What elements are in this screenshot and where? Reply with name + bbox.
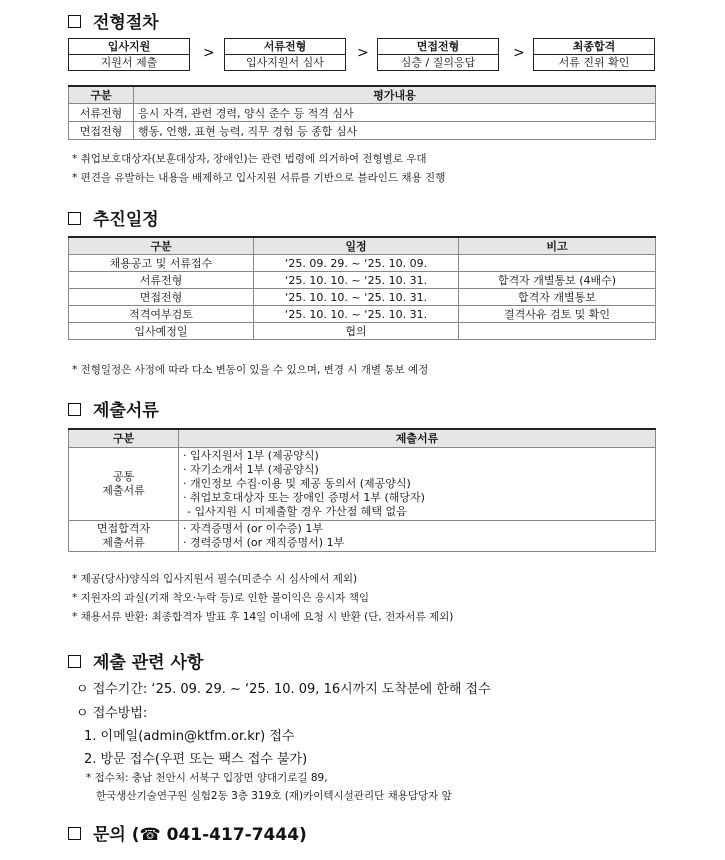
note: * 취업보호대상자(보훈대상자, 장애인)는 관련 법령에 의거하여 전형별로 우대	[72, 153, 427, 165]
table-row: 면접합격자 제출서류 · 자격증명서 (or 이수증) 1부 · 경력증명서 (or 재직증명서) 1부	[69, 520, 656, 551]
submission-address: * 접수처: 충남 천안시 서북구 입장면 양대기로길 89,	[86, 772, 328, 784]
checkbox-square-icon	[68, 15, 81, 28]
list-item: · 취업보호대상자 또는 장애인 증명서 1부 (해당자)	[183, 490, 425, 504]
section-title-schedule: 추진일정	[68, 205, 159, 230]
checkbox-square-icon	[68, 827, 81, 840]
step-final: 최종합격 서류 진위 확인	[533, 38, 655, 71]
submission-period: ㅇ 접수기간: ‘25. 09. 29. ~ ‘25. 10. 09, 16시까지 도착분에 한해 접수	[76, 682, 491, 697]
list-item: - 입사지원 시 미제출할 경우 가산점 혜택 없음	[187, 504, 407, 518]
table-row: 서류전형 응시 자격, 관련 경력, 양식 준수 등 적격 심사	[69, 104, 656, 122]
table-row: 면접전형 ‘25. 10. 10. ~ ‘25. 10. 31. 합격자 개별통보	[69, 289, 656, 306]
table-row: 채용공고 및 서류접수 ‘25. 09. 29. ~ ‘25. 10. 09.	[69, 255, 656, 272]
list-item: · 입사지원서 1부 (제공양식)	[183, 448, 319, 462]
checkbox-square-icon	[68, 212, 81, 225]
section-title-contact: 문의 (☎ 041-417-7444)	[68, 820, 307, 845]
schedule-table: 구분 일정 비고 채용공고 및 서류접수 ‘25. 09. 29. ~ ‘25. 10. 09. 서류전형 ‘25. 10. 10. ~ ‘25. 10. 31. 합격자 개별통보 (4배수) 면접전형 ‘25. 10. 10. ~ ‘25. 10. 31. 합격자 개별통보 적격여부검토 ‘25. 10. 10. ~ ‘25. 10. 31. 결격사유 검토 및 확인 입사예정일 협의	[68, 236, 656, 340]
documents-table: 구분 제출서류 공통 제출서류 · 입사지원서 1부 (제공양식) · 자기소개서 1부 (제공양식) · 개인정보 수집·이용 및 제공 동의서 (제공양식) · 취업보호대상자 또는 장애인 증명서 1부 (해당자) - 입사지원 시 미제출할 경우 가산점 혜택 없음 면접합격자 제출서류 · 자격증명서 (or 이수증) 1부 · 경력증명서 (or 재직증명서) 1부	[68, 428, 656, 552]
submission-address-detail: 한국생산기술연구원 실험2동 3층 319호 (재)카이텍시설관리단 채용담당자 앞	[96, 790, 452, 802]
chevron-right-icon: >	[357, 45, 369, 61]
list-item: · 경력증명서 (or 재직증명서) 1부	[183, 535, 345, 549]
note: * 제공(당사)양식의 입사지원서 필수(미준수 시 심사에서 제외)	[72, 573, 358, 585]
list-item: · 자기소개서 1부 (제공양식)	[183, 462, 319, 476]
note: * 편견을 유발하는 내용을 배제하고 입사지원 서류를 기반으로 블라인드 채용 진행	[72, 172, 446, 184]
table-row: 면접전형 행동, 언행, 표현 능력, 직무 경험 등 종합 심사	[69, 122, 656, 140]
note: * 지원자의 과실(기재 착오·누락 등)로 인한 불이익은 응시자 책임	[72, 592, 370, 604]
chevron-right-icon: >	[203, 45, 215, 61]
section-title-procedure: 전형절차	[68, 8, 159, 33]
checkbox-square-icon	[68, 403, 81, 416]
list-item: · 개인정보 수집·이용 및 제공 동의서 (제공양식)	[183, 476, 411, 490]
note: * 채용서류 반환: 최종합격자 발표 후 14일 이내에 요청 시 반환 (단, 전자서류 제외)	[72, 611, 454, 623]
list-item: · 자격증명서 (or 이수증) 1부	[183, 521, 323, 535]
section-title-submission: 제출 관련 사항	[68, 648, 203, 673]
evaluation-table: 구분 평가내용 서류전형 응시 자격, 관련 경력, 양식 준수 등 적격 심사 면접전형 행동, 언행, 표현 능력, 직무 경험 등 종합 심사	[68, 85, 656, 140]
note: * 전형일정은 사정에 따라 다소 변동이 있을 수 있으며, 변경 시 개별 통보 예정	[72, 364, 429, 376]
table-row: 서류전형 ‘25. 10. 10. ~ ‘25. 10. 31. 합격자 개별통보 (4배수)	[69, 272, 656, 289]
submission-method: ㅇ 접수방법:	[76, 706, 148, 721]
step-interview: 면접전형 심층 / 질의응답	[377, 38, 499, 71]
step-document: 서류전형 입사지원서 심사	[224, 38, 346, 71]
table-row: 공통 제출서류 · 입사지원서 1부 (제공양식) · 자기소개서 1부 (제공양식) · 개인정보 수집·이용 및 제공 동의서 (제공양식) · 취업보호대상자 또는 장애인 증명서 1부 (해당자) - 입사지원 시 미제출할 경우 가산점 혜택 없음	[69, 447, 656, 520]
checkbox-square-icon	[68, 655, 81, 668]
table-row: 적격여부검토 ‘25. 10. 10. ~ ‘25. 10. 31. 결격사유 검토 및 확인	[69, 306, 656, 323]
method-email: 1. 이메일(admin@ktfm.or.kr) 접수	[84, 729, 295, 744]
table-row: 입사예정일 협의	[69, 323, 656, 340]
section-title-documents: 제출서류	[68, 396, 159, 421]
step-apply: 입사지원 지원서 제출	[68, 38, 190, 71]
method-visit: 2. 방문 접수(우편 또는 팩스 접수 불가)	[84, 752, 308, 767]
chevron-right-icon: >	[513, 45, 525, 61]
